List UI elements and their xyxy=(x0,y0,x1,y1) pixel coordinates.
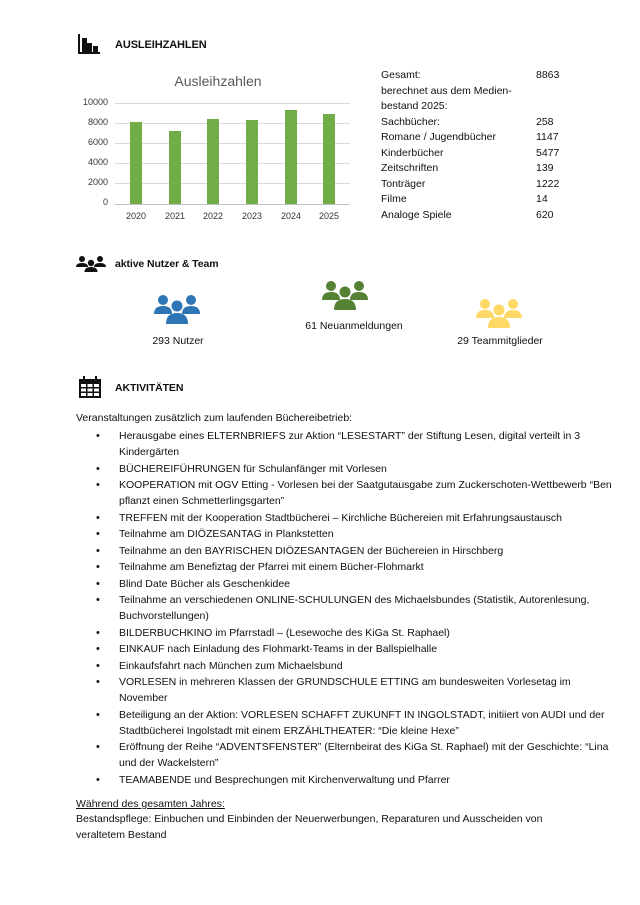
lending-chart xyxy=(0,0,360,230)
y-tick: 2000 xyxy=(87,177,108,187)
list-item: • EINKAUF nach Einladung des Flohmarkt-Teams in der Ballspielhalle xyxy=(76,641,616,657)
x-tick: 2024 xyxy=(280,211,302,221)
stat-note xyxy=(381,99,601,115)
chart-bar xyxy=(323,114,335,204)
chart-bar xyxy=(130,122,142,204)
list-item: • VORLESEN in mehreren Klassen der GRUNDSCHULE ETTING am bundesweiten Vorlesetag im November xyxy=(76,674,616,706)
stats-table xyxy=(381,68,601,223)
gridline xyxy=(115,204,350,205)
list-item: • Teilnahme an den BAYRISCHEN DIÖZESANTAGEN der Büchereien in Hirschberg xyxy=(76,543,616,559)
stat-note-line: bestand 2025: xyxy=(381,100,448,112)
stat-label: Romane / Jugendbücher xyxy=(381,131,496,143)
gridline xyxy=(115,163,350,164)
x-tick: 2022 xyxy=(202,211,224,221)
activities-intro: Veranstaltungen zusätzlich zum laufenden Büchereibetrieb: xyxy=(76,412,353,424)
y-tick: 0 xyxy=(102,197,108,207)
list-item: • TREFFEN mit der Kooperation Stadtbücherei – Kirchliche Büchereien mit Erfahrungsaustausch xyxy=(76,510,616,526)
stat-row xyxy=(381,146,601,162)
chart-title: Ausleihzahlen xyxy=(174,73,262,89)
section-title-nutzer: aktive Nutzer & Team xyxy=(115,258,219,270)
year-heading: Während des gesamten Jahres: xyxy=(76,798,225,810)
list-item: • Teilnahme am Benefiztag der Pfarrei mit einem Bücher-Flohmarkt xyxy=(76,559,616,575)
stat-value: 8863 xyxy=(536,69,560,81)
stat-note xyxy=(381,84,601,100)
y-tick: 10000 xyxy=(82,97,108,107)
gridline xyxy=(115,103,350,104)
y-tick: 8000 xyxy=(87,117,108,127)
stat-label: Filme xyxy=(381,193,407,205)
stat-row xyxy=(381,208,601,224)
chart-bar xyxy=(285,110,297,204)
list-item: • TEAMABENDE und Besprechungen mit Kirchenverwaltung und Pfarrer xyxy=(76,772,616,788)
group-icon xyxy=(76,255,106,278)
new-registrations-icon xyxy=(322,280,368,315)
chart-bar xyxy=(246,120,258,204)
new-registrations-count: 61 Neuanmeldungen xyxy=(305,320,403,332)
stat-label: Analoge Spiele xyxy=(381,208,452,221)
stat-label: Tonträger xyxy=(381,177,426,190)
stat-value: 1147 xyxy=(536,131,559,143)
list-item: • Beteiligung an der Aktion: VORLESEN SCHAFFT ZUKUNFT IN INGOLSTADT, initiiert von AUDI und der Stadtbücherei Ingolstadt mit einem ERZÄHLTHEATER: “Die kleine Hexe” xyxy=(76,707,616,739)
team-icon xyxy=(476,298,522,333)
list-item: • Teilnahme am DIÖZESANTAG in Plankstetten xyxy=(76,526,616,542)
stat-label: Gesamt: xyxy=(381,69,421,81)
x-tick: 2020 xyxy=(125,211,147,221)
stat-value: 14 xyxy=(536,193,548,205)
list-item: • BILDERBUCHKINO im Pfarrstadl – (Lesewoche des KiGa St. Raphael) xyxy=(76,625,616,641)
year-text: Bestandspflege: Einbuchen und Einbinden der Neuerwerbungen, Reparaturen und Ausscheiden von veraltetem Bestand xyxy=(76,813,543,841)
users-icon xyxy=(154,294,200,329)
stat-row-gesamt xyxy=(381,68,601,84)
list-item: • Einkaufsfahrt nach München zum Michaelsbund xyxy=(76,658,616,674)
list-item: • KOOPERATION mit OGV Etting - Vorlesen bei der Saatgutausgabe zum Zuckerschoten-Wettbewerb “Ben pflanzt einen Schmetterlingsgarten” xyxy=(76,477,616,509)
gridline xyxy=(115,183,350,184)
team-count: 29 Teammitglieder xyxy=(457,335,543,347)
stat-row xyxy=(381,115,601,131)
chart-bar xyxy=(169,131,181,204)
x-tick: 2025 xyxy=(318,211,340,221)
stat-value: 5477 xyxy=(536,146,560,159)
stat-value: 620 xyxy=(536,208,554,221)
list-item: • Herausgabe eines ELTERNBRIEFS zur Aktion “LESESTART” der Stiftung Lesen, digital verteilt in 3 Kindergärten xyxy=(76,428,616,460)
stat-row xyxy=(381,192,601,208)
users-count: 293 Nutzer xyxy=(152,335,204,347)
stat-note-line: berechnet aus dem Medien- xyxy=(381,84,512,97)
x-tick: 2021 xyxy=(164,211,186,221)
stat-row xyxy=(381,130,601,146)
list-item: • Eröffnung der Reihe “ADVENTSFENSTER” (Elternbeirat des KiGa St. Raphael) mit der Geschichte: “Lina und der Wackelstern” xyxy=(76,739,616,771)
y-tick: 6000 xyxy=(87,137,108,147)
stat-value: 258 xyxy=(536,115,554,128)
section-title-aktivitaeten: AKTIVITÄTEN xyxy=(115,382,184,394)
section-title-ausleihzahlen: AUSLEIHZAHLEN xyxy=(115,39,207,51)
stat-label: Zeitschriften xyxy=(381,162,439,174)
gridline xyxy=(115,123,350,124)
y-tick: 4000 xyxy=(87,157,108,167)
stat-label: Kinderbücher xyxy=(381,146,444,159)
chart-bar xyxy=(207,119,219,204)
list-item: • Blind Date Bücher als Geschenkidee xyxy=(76,576,616,592)
stat-row xyxy=(381,177,601,193)
activities-list xyxy=(76,428,616,788)
x-tick: 2023 xyxy=(241,211,263,221)
stat-label: Sachbücher: xyxy=(381,115,440,128)
stat-value: 1222 xyxy=(536,177,560,190)
calendar-icon xyxy=(79,376,101,403)
stat-row xyxy=(381,161,601,177)
gridline xyxy=(115,143,350,144)
stat-value: 139 xyxy=(536,162,554,174)
list-item: • BÜCHEREIFÜHRUNGEN für Schulanfänger mit Vorlesen xyxy=(76,461,616,477)
list-item: • Teilnahme an verschiedenen ONLINE-SCHULUNGEN des Michaelsbundes (Statistik, Autorenlesung, Buchvorstellungen) xyxy=(76,592,616,624)
